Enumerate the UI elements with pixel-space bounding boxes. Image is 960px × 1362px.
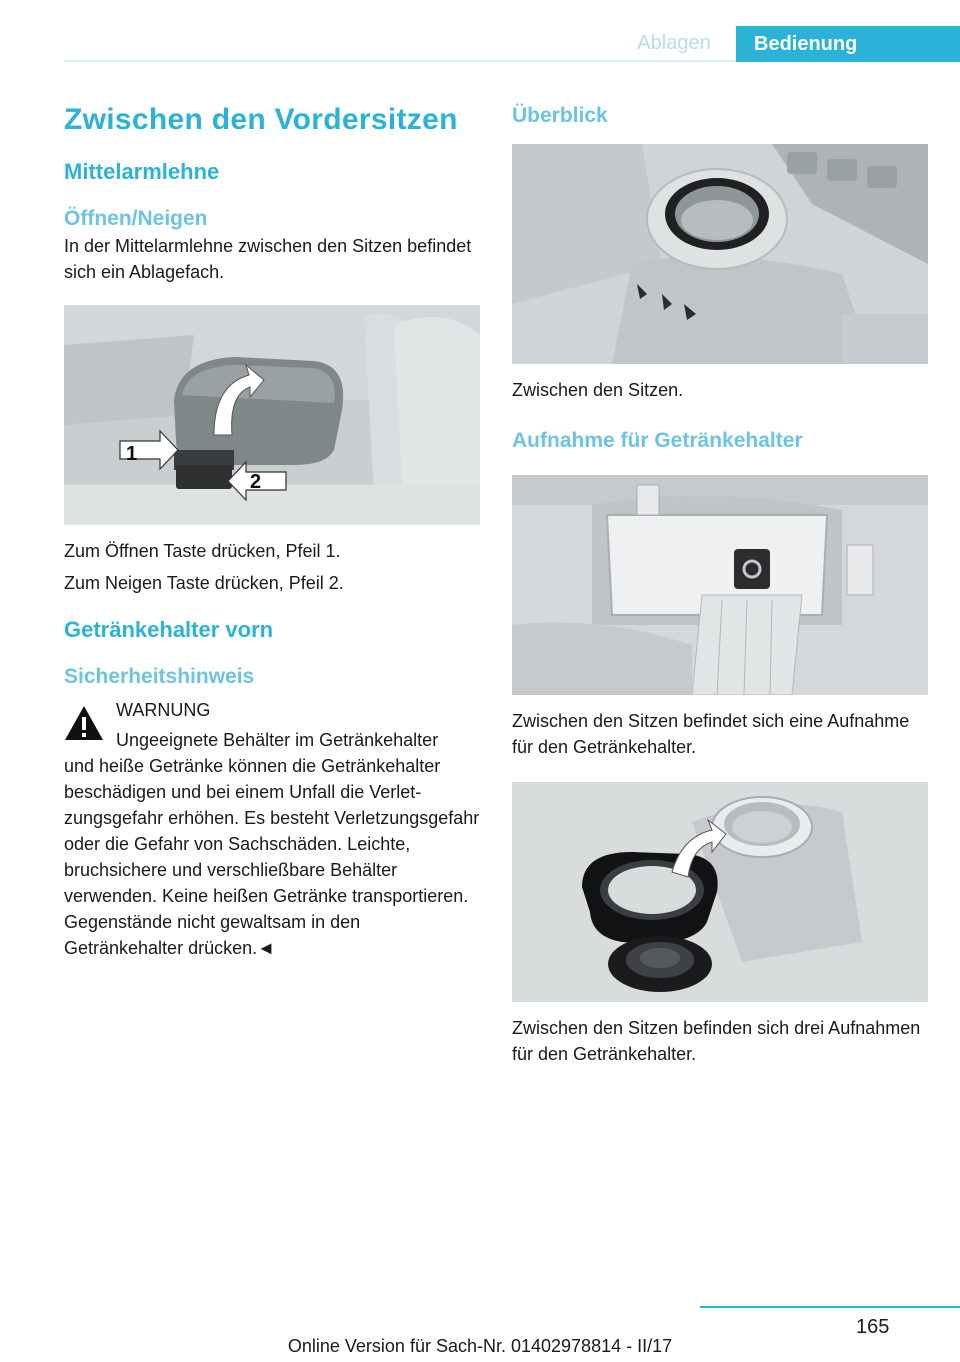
footer-version: Online Version für Sach-Nr. 01402978814 - II/17: [287, 1336, 673, 1356]
page-title: Zwischen den Vordersitzen: [64, 103, 458, 136]
holder-mount-image: [512, 475, 928, 695]
section-heading-mittelarmlehne: Mittelarmlehne: [64, 159, 220, 184]
subsection-heading-sicherheit: Sicherheitshinweis: [64, 665, 255, 688]
section-heading-getraenkehalter: Getränkehalter vorn: [64, 617, 274, 642]
page-number: 165: [856, 1316, 890, 1338]
intro-paragraph: In der Mittelarmlehne zwischen den Sitzen befindet sich ein Ablagefach.: [64, 236, 472, 282]
cup-holder-image: [512, 782, 928, 1002]
arrow-label-1: 1: [126, 443, 138, 465]
caption-three-mounts: Zwischen den Sitzen befinden sich drei Aufnahmen für den Getränkehalter.: [512, 1018, 921, 1064]
section-heading-ueberblick: Überblick: [512, 104, 608, 127]
overview-image: [512, 144, 928, 364]
arrow-label-2: 2: [250, 471, 262, 493]
warning-first-line: Ungeeignete Behälter im Getränkehalter: [116, 730, 439, 750]
warning-title: WARNUNG: [116, 700, 211, 720]
caption-open: Zum Öffnen Taste drücken, Pfeil 1.: [64, 541, 341, 561]
tab-ablagen[interactable]: Ablagen: [637, 32, 711, 54]
warning-body: und heiße Getränke können die Getränkehalter beschädigen und bei einem Unfall die Verletzungsgefahr erhöhen. Es besteht Verletzungsgefahr oder die Gefahr von Sachschäden. Leichte, bruchsichere und verschließbare Behälter verwenden. Keine heißen Getränke transportieren. Gegenstände nicht gewaltsam in den Getränkehalter drücken.◄: [64, 756, 480, 958]
right-column: [512, 96, 928, 1067]
caption-overview: Zwischen den Sitzen.: [512, 380, 684, 400]
subsection-heading-oeffnen: Öffnen/Neigen: [64, 207, 208, 230]
left-column: [64, 96, 480, 961]
section-heading-aufnahme: Aufnahme für Getränkehalter: [512, 429, 803, 452]
caption-tilt: Zum Neigen Taste drücken, Pfeil 2.: [64, 573, 344, 593]
armrest-image: [64, 305, 480, 525]
warning-triangle-icon: [64, 705, 104, 741]
caption-mount: Zwischen den Sitzen befindet sich eine Aufnahme für den Getränkehalter.: [512, 711, 910, 757]
footer-rule: [700, 1306, 960, 1308]
tab-bedienung[interactable]: Bedienung: [736, 26, 960, 62]
warning-block: [64, 697, 480, 961]
